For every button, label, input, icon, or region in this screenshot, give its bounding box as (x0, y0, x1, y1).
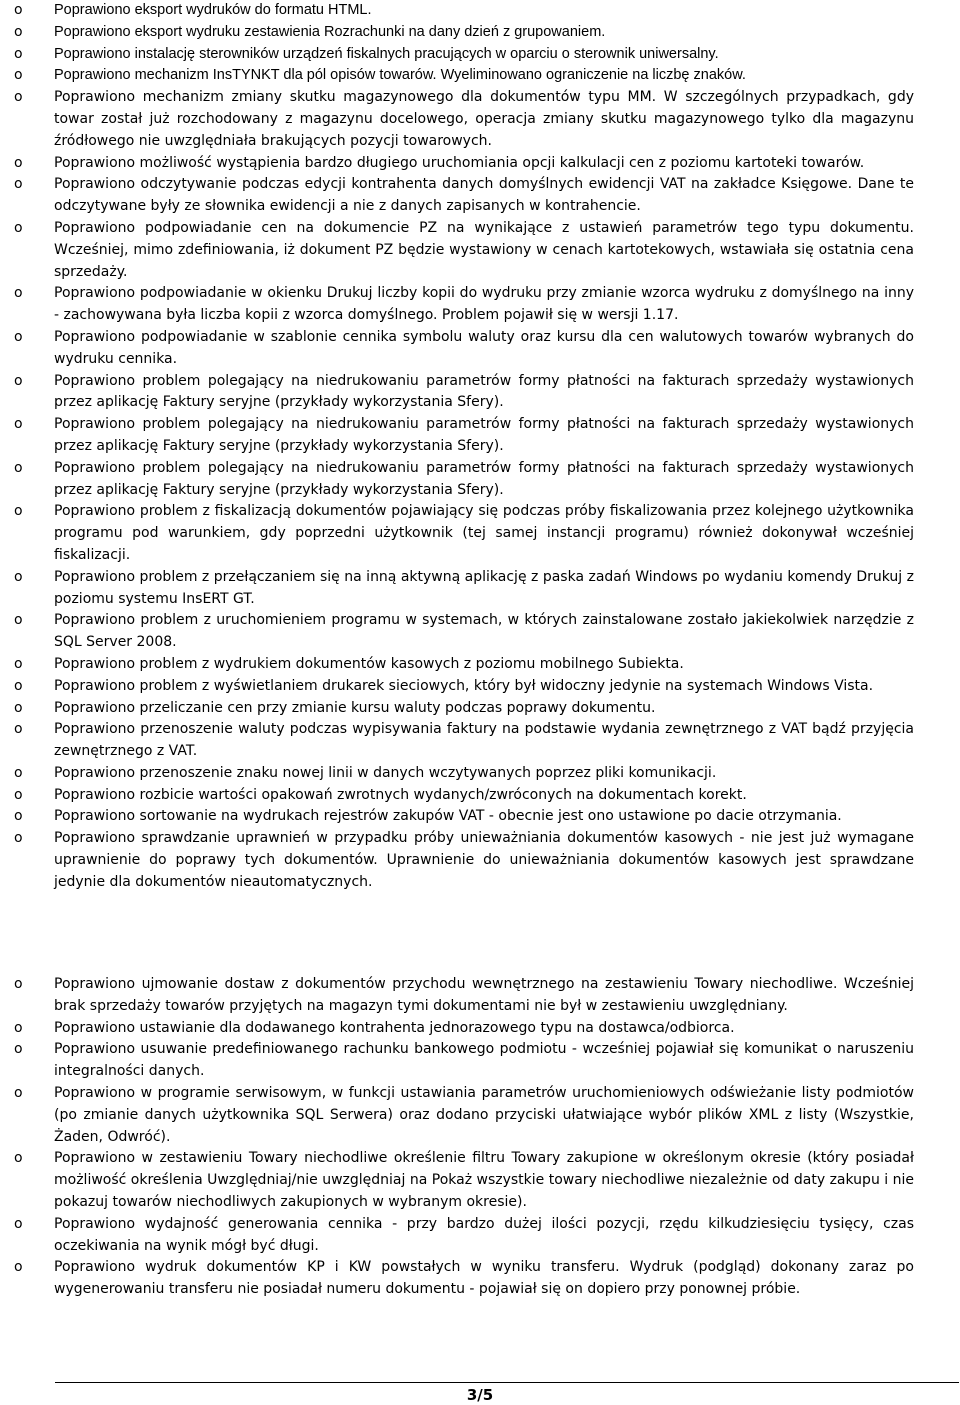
list-item-text: Poprawiono ustawianie dla dodawanego kontrahenta jednorazowego typu na dostawca/odbiorca. (54, 1019, 735, 1036)
bullet-marker: o (14, 503, 23, 520)
bullet-marker: o (14, 219, 23, 236)
list-item (14, 501, 914, 566)
list-item (14, 22, 914, 44)
bullet-marker: o (14, 45, 23, 62)
list-item (14, 458, 914, 502)
changelog-list-top (14, 0, 914, 894)
list-item-text: Poprawiono rozbicie wartości opakowań zwrotnych wydanych/zwróconych na dokumentach korekt. (54, 786, 747, 803)
list-item (14, 65, 914, 87)
bullet-marker: o (14, 786, 23, 803)
list-item (14, 676, 914, 698)
bullet-marker: o (14, 699, 23, 716)
bullet-marker: o (14, 372, 23, 389)
list-item (14, 785, 914, 807)
list-item-text: Poprawiono problem polegający na niedrukowaniu parametrów formy płatności na fakturach sprzedaży wystawionych przez aplikację Faktury seryjne (przykłady wykorzystania Sfery). (54, 416, 914, 454)
list-item (14, 763, 914, 785)
bullet-marker: o (14, 176, 23, 193)
list-item-text: Poprawiono w programie serwisowym, w funkcji ustawiania parametrów uruchomieniowych odświeżanie listy podmiotów (po zmianie danych użytkownika SQL Serwera) oraz dodano przyciski ułatwiające wybór plików XML z listy (Wszystkie, Żaden, Odwróć). (54, 1084, 914, 1145)
bullet-marker: o (14, 328, 23, 345)
list-item-text: Poprawiono sprawdzanie uprawnień w przypadku próby unieważniania dokumentów kasowych - nie jest już wymagane uprawnienie do poprawy tych dokumentów. Uprawnienie do unieważniania dokumentów kasowych jest sprawdzane jedynie dla dokumentów nieautomatycznych. (54, 830, 914, 890)
bullet-marker: o (14, 1215, 23, 1232)
list-item-text: Poprawiono wydruk dokumentów KP i KW powstałych w wyniku transferu. Wydruk (podgląd) dokonany zaraz po wygenerowaniu transferu nie posiadał numeru dokumentu - pojawiał się on dopiero przy ponownej próbie. (54, 1259, 914, 1298)
list-item (14, 153, 914, 175)
bullet-marker: o (14, 67, 23, 84)
bullet-marker: o (14, 285, 23, 302)
list-item (14, 327, 914, 371)
list-item (14, 806, 914, 828)
list-item-text: Poprawiono podpowiadanie w szablonie cennika symbolu waluty oraz kursu dla cen walutowych towarów wybranych do wydruku cennika. (54, 328, 914, 367)
list-item (14, 0, 914, 22)
list-item-text: Poprawiono przenoszenie znaku nowej linii w danych wczytywanych poprzez pliki komunikacji. (54, 764, 717, 781)
list-item (14, 567, 914, 611)
bullet-marker: o (14, 808, 23, 825)
bullet-marker: o (14, 764, 23, 781)
list-item-text: Poprawiono wydajność generowania cennika - przy bardzo dużej ilości pozycji, rzędu kilkudziesięciu tysięcy, czas oczekiwania na wynik mógł być długi. (54, 1215, 914, 1254)
list-item (14, 174, 914, 218)
list-item-text: Poprawiono problem z wydrukiem dokumentów kasowych z poziomu mobilnego Subiekta. (54, 655, 684, 672)
list-item-text: Poprawiono przeliczanie cen przy zmianie kursu waluty podczas poprawy dokumentu. (54, 699, 656, 716)
list-item (14, 87, 914, 152)
bullet-marker: o (14, 1084, 23, 1101)
bullet-marker: o (14, 1150, 23, 1167)
list-item-text: Poprawiono ujmowanie dostaw z dokumentów przychodu wewnętrznego na zestawieniu Towary niechodliwe. Wcześniej brak sprzedaży towarów przyjętych na magazyn tymi dokumentami nie był w zestawieniu uwzględniany. (54, 976, 914, 1014)
bullet-marker: o (14, 459, 23, 476)
list-item (14, 1039, 914, 1083)
list-item (14, 654, 914, 676)
list-item (14, 828, 914, 893)
list-item-text: Poprawiono problem z wyświetlaniem drukarek sieciowych, który był widoczny jedynie na systemach Windows Vista. (54, 677, 874, 694)
bullet-marker: o (14, 655, 23, 672)
list-item (14, 610, 914, 654)
list-item-text: Poprawiono problem polegający na niedrukowaniu parametrów formy płatności na fakturach sprzedaży wystawionych przez aplikację Faktury seryjne (przykłady wykorzystania Sfery). (54, 459, 914, 498)
list-item (14, 283, 914, 327)
list-item-text: Poprawiono możliwość wystąpienia bardzo długiego uruchomiania opcji kalkulacji cen z poziomu kartoteki towarów. (54, 154, 865, 171)
list-item-text: Poprawiono sortowanie na wydrukach rejestrów zakupów VAT - obecnie jest ono ustawione po dacie otrzymania. (54, 808, 842, 825)
list-item-text: Poprawiono mechanizm InsTYNKT dla pól opisów towarów. Wyeliminowano ograniczenie na liczbę znaków. (54, 67, 746, 84)
bullet-marker: o (14, 1259, 23, 1276)
bullet-marker: o (14, 89, 23, 106)
list-item-text: Poprawiono eksport wydruków do formatu HTML. (54, 2, 372, 18)
list-item (14, 1148, 914, 1213)
list-item (14, 719, 914, 763)
list-item-text: Poprawiono instalację sterowników urządzeń fiskalnych pracujących w oparciu o sterownik uniwersalny. (54, 45, 719, 62)
list-item (14, 371, 914, 415)
list-item-text: Poprawiono problem polegający na niedrukowaniu parametrów formy płatności na fakturach sprzedaży wystawionych przez aplikację Faktury seryjne (przykłady wykorzystania Sfery). (54, 372, 914, 411)
list-item-text: Poprawiono mechanizm zmiany skutku magazynowego dla dokumentów typu MM. W szczególnych przypadkach, gdy towar został już rozchodowany z magazynu docelowego, operacja zmiany skutku magazynowego tylko dla magazynu źródłowego nie uwzględniała brakujących pozycji towarowych. (54, 89, 914, 149)
list-item-text: Poprawiono odczytywanie podczas edycji kontrahenta danych domyślnych ewidencji VAT na zakładce Księgowe. Dane te odczytywane były ze słownika ewidencji a nie z danych zapisanych w kontrahencie. (54, 176, 914, 215)
list-item (14, 44, 914, 66)
page-number: 3/5 (466, 1386, 494, 1404)
list-item (14, 974, 914, 1018)
bullet-marker: o (14, 154, 23, 171)
bullet-marker: o (14, 568, 23, 585)
list-item-text: Poprawiono problem z fiskalizacją dokumentów pojawiający się podczas próby fiskalizowania przez kolejnego użytkownika programu pod warunkiem, gdy poprzedni użytkownik (tej samej instancji programu) również dokonywał wcześniej fiskalizacji. (54, 503, 914, 563)
list-item (14, 698, 914, 720)
list-item (14, 1257, 914, 1301)
bullet-marker: o (14, 721, 23, 738)
bullet-marker: o (14, 677, 23, 694)
list-item (14, 414, 914, 458)
bullet-marker: o (14, 2, 23, 18)
list-item-text: Poprawiono eksport wydruku zestawienia Rozrachunki na dany dzień z grupowaniem. (54, 23, 606, 40)
list-item-text: Poprawiono podpowiadanie w okienku Drukuj liczby kopii do wydruku przy zmianie wzorca wydruku z domyślnego na inny - zachowywana była liczba kopii z wzorca domyślnego. Problem pojawił się w wersji 1.17. (54, 285, 914, 324)
list-item-text: Poprawiono przenoszenie waluty podczas wypisywania faktury na podstawie wydania zewnętrznego z VAT bądź przyjęcia zewnętrznego z VAT. (54, 721, 914, 760)
list-item-text: Poprawiono w zestawieniu Towary niechodliwe określenie filtru Towary zakupione w określonym okresie (który posiadał możliwość określenia Uwzględniaj/nie uwzględniaj na Pokaż wszystkie towary niechodliwe niezależnie od daty zakupu i nie pokazuj towarów niechodliwych zakupionych w wybranym okresie). (54, 1150, 914, 1210)
bullet-marker: o (14, 23, 23, 40)
bullet-marker: o (14, 612, 23, 629)
bullet-marker: o (14, 1041, 23, 1058)
list-item-text: Poprawiono problem z przełączaniem się na inną aktywną aplikację z paska zadań Windows po wydaniu komendy Drukuj z poziomu systemu InsERT GT. (54, 568, 914, 607)
list-item-text: Poprawiono problem z uruchomieniem programu w systemach, w których zainstalowane zostało jakiekolwiek narzędzie z SQL Server 2008. (54, 612, 914, 651)
bullet-marker: o (14, 1019, 23, 1036)
list-item-text: Poprawiono usuwanie predefiniowanego rachunku bankowego podmiotu - wcześniej pojawiał się komunikat o naruszeniu integralności danych. (54, 1041, 914, 1080)
list-item-text: Poprawiono podpowiadanie cen na dokumencie PZ na wynikające z ustawień parametrów tego typu dokumentu. Wcześniej, mimo zdefiniowania, iż dokument PZ będzie wystawiony w cenach kartotekowych, wstawiała się ostatnia cena sprzedaży. (54, 219, 914, 280)
list-item (14, 1214, 914, 1258)
changelog-list-bottom (14, 974, 914, 1301)
list-item (14, 1083, 914, 1148)
bullet-marker: o (14, 830, 23, 847)
bullet-marker: o (14, 416, 23, 433)
list-item (14, 1018, 914, 1040)
list-item (14, 218, 914, 283)
bullet-marker: o (14, 976, 23, 992)
footer-divider (55, 1382, 959, 1383)
